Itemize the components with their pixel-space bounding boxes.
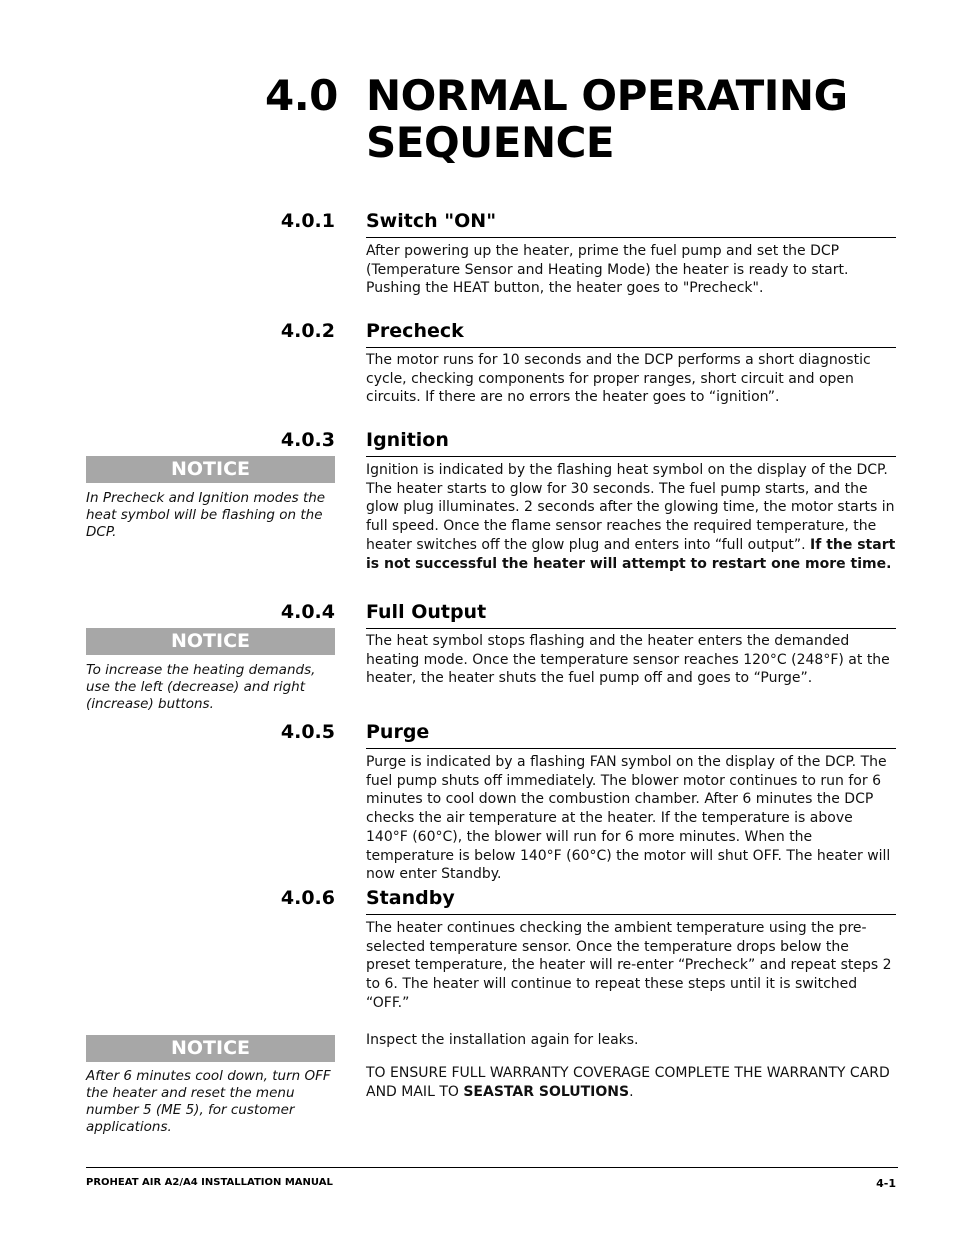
section-number-4-0-3: 4.0.3 [280,429,335,451]
footer-divider [86,1167,898,1168]
notice-text-2: To increase the heating demands, use the left (decrease) and right (increase) buttons. [86,662,316,712]
section-title-switch-on: Switch "ON" [366,210,896,238]
section-number-4-0-1: 4.0.1 [280,210,335,232]
ignition-body-text: Ignition is indicated by the flashing heat symbol on the display of the DCP. The heater starts to glow for 30 seconds. The fuel pump starts, and the glow plug illuminates. 2 seconds after the glowing time, the motor starts in full speed. Once the flame sensor reaches the required temperature, the heater switches off the glow plug and enters into “full output”. [366,462,895,553]
section-body-purge: Purge is indicated by a flashing FAN symbol on the display of the DCP. The fuel pump shuts off immediately. The blower motor continues to run for 6 minutes to cool down the combustion chamber. After 6 minutes the DCP checks the air temperature at the heater. If the temperature is above 140°F (60°C), the blower will run for 6 more minutes. When the temperature is below 140°F (60°C) the motor will shut OFF. The heater will now enter Standby. [366,754,891,883]
section-body-full-output: The heat symbol stops flashing and the heater enters the demanded heating mode. Once the temperature sensor reaches 120°C (248°F) at the heater, the heater shuts the fuel pump off and goes to “Purge”. [366,633,890,687]
section-number-4-0-6: 4.0.6 [280,887,335,909]
section-number-4-0-5: 4.0.5 [280,721,335,743]
section-body-switch-on: After powering up the heater, prime the fuel pump and set the DCP (Temperature Sensor and Heating Mode) the heater is ready to start. Pushing the HEAT button, the heater goes to "Precheck". [366,243,849,297]
section-title-standby: Standby [366,887,896,915]
section-title-precheck: Precheck [366,320,896,348]
section-title-purge: Purge [366,721,896,749]
warranty-text-main: TO ENSURE FULL WARRANTY COVERAGE COMPLETE THE WARRANTY CARD AND MAIL TO [366,1065,890,1100]
chapter-title: NORMAL OPERATING SEQUENCE [366,71,848,167]
section-body-precheck: The motor runs for 10 seconds and the DCP performs a short diagnostic cycle, checking components for proper ranges, short circuit and open circuits. If there are no errors the heater goes to “ignition”. [366,352,871,406]
section-number-4-0-4: 4.0.4 [280,601,335,623]
warranty-text-end: . [629,1083,634,1100]
notice-bar-2: NOTICE [86,628,335,655]
section-number-4-0-2: 4.0.2 [280,320,335,342]
warranty-company: SEASTAR SOLUTIONS [463,1083,630,1100]
section-body-standby: The heater continues checking the ambient temperature using the pre-selected temperature sensor. Once the temperature drops below the preset temperature, the heater will re-enter “Precheck” and repeat steps 2 to 6. The heater will continue to repeat these steps until it is switched “OFF.” [366,920,892,1011]
section-title-ignition: Ignition [366,429,896,457]
chapter-number: 4.0 [265,71,338,120]
notice-bar-3: NOTICE [86,1035,335,1062]
warranty-text [366,1064,896,1101]
inspect-text: Inspect the installation again for leaks. [366,1032,639,1048]
footer-page-number: 4-1 [876,1177,896,1190]
section-body-ignition [366,461,896,573]
notice-bar-1: NOTICE [86,456,335,483]
section-title-full-output: Full Output [366,601,896,629]
ignition-body-bold: If the start is not successful the heater will attempt to restart one more time. [366,536,896,572]
notice-text-1: In Precheck and Ignition modes the heat symbol will be flashing on the DCP. [86,490,326,540]
footer-manual-title: PROHEAT AIR A2/A4 INSTALLATION MANUAL [86,1177,333,1188]
notice-text-3: After 6 minutes cool down, turn OFF the heater and reset the menu number 5 (ME 5), for customer applications. [86,1068,331,1135]
